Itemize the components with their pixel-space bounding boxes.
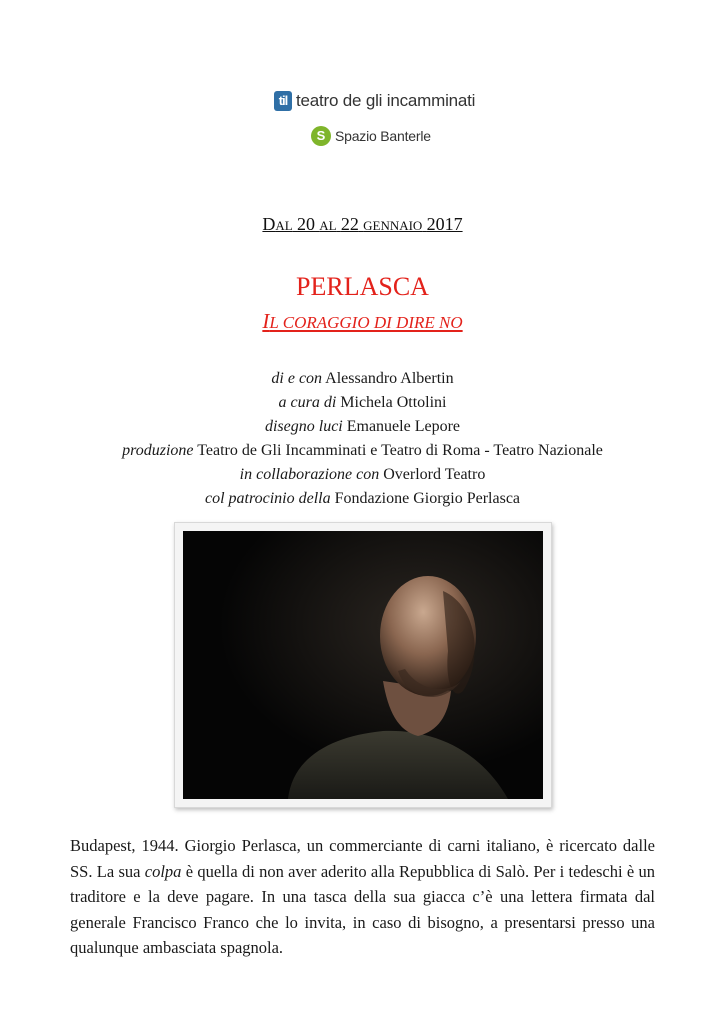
credit-line (0, 439, 725, 463)
credit-label: disegno luci (264, 418, 343, 435)
dates-start: 20 (297, 214, 316, 234)
credit-name: Teatro de Gli Incamminati e Teatro di Roma - Teatro Nazionale (197, 442, 603, 459)
actor-photo (183, 531, 543, 799)
credit-label: in collaborazione con (239, 466, 380, 483)
dates-end: 22 (340, 214, 359, 234)
credit-name: Fondazione Giorgio Perlasca (334, 490, 521, 507)
synopsis-part2: è quella di non aver aderito alla Repubblica di Salò. Per i tedeschi è un traditore e la deve pagare. In una tasca della sua giacca c’è una lettera firmata dal generale Francisco Franco che lo invita, in caso di bisogno, a presentarsi presso una qualunque ambasciata spagnola. (70, 861, 656, 957)
subtitle-rest: L CORAGGIO DI DIRE NO (269, 313, 463, 332)
credit-name: Alessandro Albertin (325, 370, 454, 387)
dates-al: AL (319, 218, 337, 233)
credit-name: Emanuele Lepore (346, 418, 461, 435)
teatro-logo-text: teatro de gli incamminati (296, 91, 476, 110)
synopsis-emphasis: colpa (144, 861, 182, 881)
spazio-banterle-logo (311, 124, 431, 148)
synopsis-paragraph (70, 833, 655, 961)
credit-label: col patrocinio della (204, 490, 331, 507)
teatro-incamminati-logo (274, 89, 475, 113)
dates-d-cap: D (262, 214, 276, 234)
show-subtitle (0, 309, 725, 334)
actor-portrait-illustration (183, 531, 543, 799)
spazio-logo-text: Spazio Banterle (335, 128, 431, 144)
credit-line (0, 367, 725, 391)
credit-name: Overlord Teatro (383, 466, 486, 483)
credit-label: di e con (271, 370, 323, 387)
show-title: PERLASCA (296, 272, 429, 301)
synopsis-part1: Budapest, 1944. Giorgio Perlasca, un commerciante di carni italiano, è ricercato dalle SS. La sua (70, 836, 655, 881)
dates-dal: AL (275, 218, 293, 233)
credit-line (0, 391, 725, 415)
credits-list (0, 367, 725, 511)
credit-line (0, 487, 725, 511)
dates-month: GENNAIO (363, 218, 423, 233)
spazio-logo-icon: S (311, 126, 331, 146)
credit-label: produzione (122, 442, 194, 459)
credit-label: a cura di (278, 394, 337, 411)
dates-year: 2017 (426, 214, 463, 234)
credit-name: Michela Ottolini (340, 394, 447, 411)
subtitle-i-cap: I (262, 309, 270, 333)
credit-line (0, 463, 725, 487)
credit-line (0, 415, 725, 439)
event-dates (0, 214, 725, 235)
teatro-logo-icon: til (274, 91, 292, 111)
actor-photo-frame (174, 522, 552, 808)
